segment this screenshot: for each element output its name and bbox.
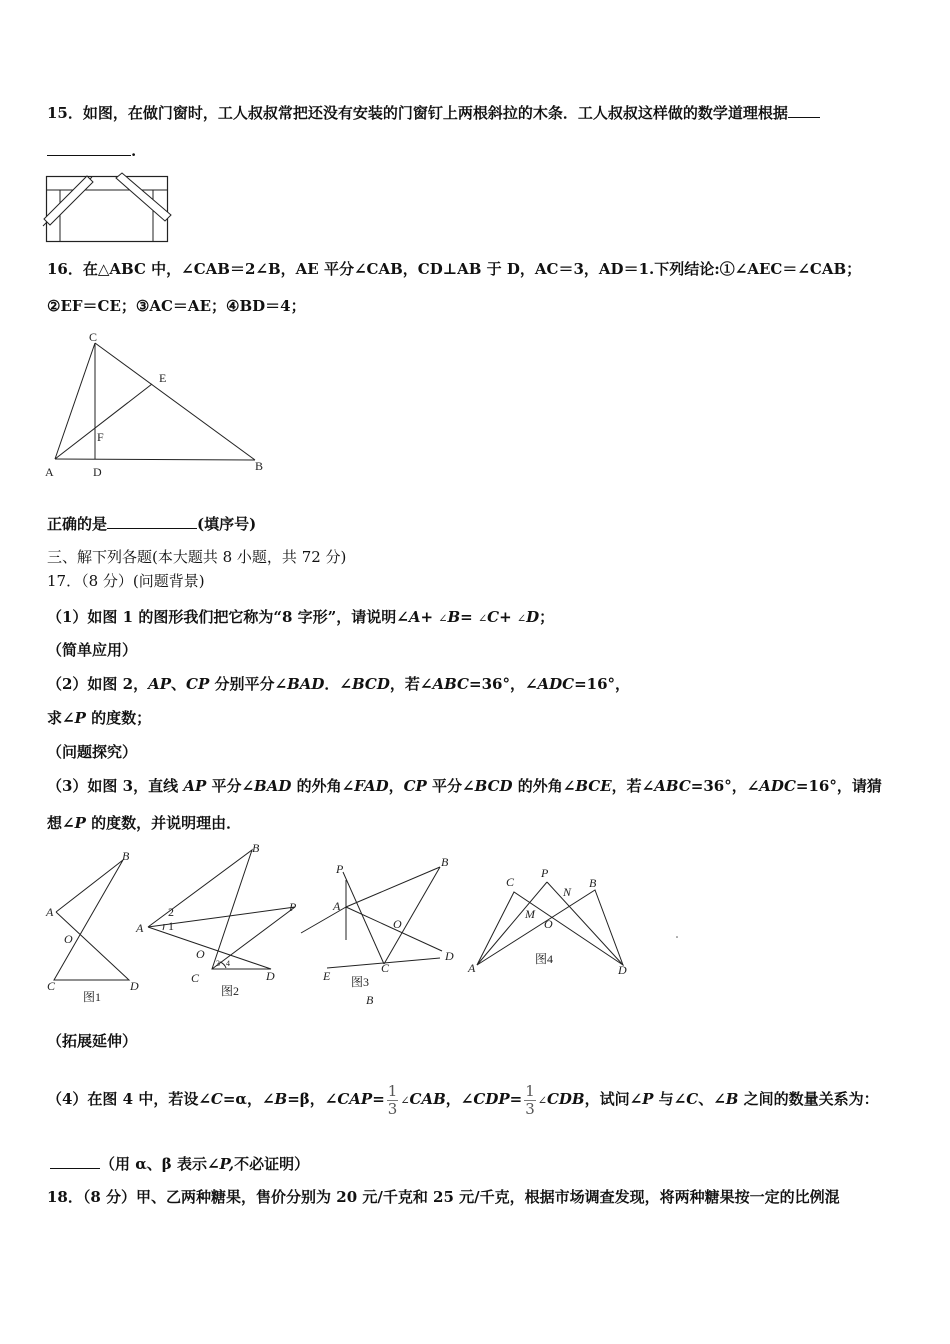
f1-O: O xyxy=(64,932,73,946)
f4-M: M xyxy=(525,907,535,921)
q15-window-figure xyxy=(46,175,169,243)
label-D: D xyxy=(93,465,102,479)
q15-line2: . xyxy=(47,140,136,161)
section-3-heading: 三、解下列各题(本大题共 8 小题，共 72 分) xyxy=(47,548,347,566)
f1-A: A xyxy=(46,905,54,919)
f1-D: D xyxy=(130,979,139,993)
fraction-one-third-2: $\frac{1}{3}$ xyxy=(525,1081,535,1118)
q16-line2: ②EF＝CE；③AC＝AE；④BD＝4； xyxy=(47,297,306,315)
f1-caption: 图1 xyxy=(83,990,102,1004)
label-A: A xyxy=(45,465,54,479)
f2-caption: 图2 xyxy=(221,984,240,998)
f3-stray-B: B xyxy=(366,993,374,1007)
f3-O: O xyxy=(393,917,402,931)
f3-A: A xyxy=(333,899,341,913)
q17-figures xyxy=(40,840,690,1010)
f2-angle-3: 3 xyxy=(216,959,220,968)
f4-O: O xyxy=(544,917,553,931)
q17-part1: （1）如图 1 的图形我们把它称为“8 字形”，请说明∠A+ ∠B= ∠C+ ∠D； xyxy=(47,608,555,626)
f3-C: C xyxy=(381,961,390,975)
q17-head: 17．（8 分）(问题背景) xyxy=(47,572,205,590)
q17-blank[interactable] xyxy=(50,1153,100,1169)
q17-part3: （3）如图 3，直线 AP 平分∠BAD 的外角∠FAD，CP 平分∠BCD 的外角∠BCE，若∠ABC=36°，∠ADC=16°，请猜 xyxy=(47,777,882,795)
label-B: B xyxy=(255,459,264,473)
f4-caption: 图4 xyxy=(535,952,554,966)
f1-C: C xyxy=(47,979,56,993)
label-C: C xyxy=(89,330,98,344)
f4-D: D xyxy=(618,963,627,977)
f2-O: O xyxy=(196,947,205,961)
f3-B: B xyxy=(441,855,449,869)
q17-part4: （4）在图 4 中，若设∠C=α，∠B=β，∠CAP= $\frac{1}{3}$ ∠CAB，∠CDP= $\frac{1}{3}$ ∠CDB，试问∠P 与∠C、∠B 之间的数量关系为： xyxy=(47,1081,879,1118)
q17-part2b: 求∠P 的度数； xyxy=(47,709,152,727)
f1-B: B xyxy=(122,849,130,863)
f2-D: D xyxy=(266,969,275,983)
f2-B: B xyxy=(252,841,260,855)
q15-line1: 15．如图，在做门窗时，工人叔叔常把还没有安装的门窗钉上两根斜拉的木条．工人叔叔这样做的数学道理根据 xyxy=(47,102,820,123)
f2-angle-1: 1 xyxy=(168,919,174,933)
q16-blank[interactable] xyxy=(107,513,197,529)
f3-caption: 图3 xyxy=(351,975,370,989)
label-F: F xyxy=(97,430,104,444)
f4-C: C xyxy=(506,875,515,889)
q17-simple-heading: （简单应用） xyxy=(47,641,138,659)
f4-B: B xyxy=(589,876,597,890)
q15-blank-2[interactable] xyxy=(47,140,131,156)
q16-triangle-figure xyxy=(40,328,270,478)
q16-answer-line: 正确的是 (填序号) xyxy=(47,515,257,533)
f3-D: D xyxy=(445,949,454,963)
q18-line1: 18．（8 分）甲、乙两种糖果，售价分别为 20 元/千克和 25 元/千克，根据市场调查发现，将两种糖果按一定的比例混 xyxy=(47,1188,840,1206)
f2-P: P xyxy=(289,900,297,914)
q15-blank-1[interactable] xyxy=(788,102,820,118)
f3-P: P xyxy=(336,862,344,876)
q17-explore-heading: （问题探究） xyxy=(47,743,138,761)
f4-N: N xyxy=(563,885,572,899)
fraction-one-third-1: $\frac{1}{3}$ xyxy=(387,1081,398,1118)
f4-P: P xyxy=(541,866,549,880)
f2-C: C xyxy=(191,971,200,985)
q16-line1: 16．在△ABC 中，∠CAB＝2∠B，AE 平分∠CAB，CD⊥AB 于 D，AC＝3，AD＝1.下列结论:①∠AEC＝∠CAB； xyxy=(47,260,862,278)
label-E: E xyxy=(159,371,167,385)
q17-part2: （2）如图 2，AP、CP 分别平分∠BAD．∠BCD，若∠ABC=36°，∠ADC=16°， xyxy=(47,675,631,693)
q17-extend-heading: （拓展延伸） xyxy=(47,1032,138,1050)
f2-angle-4: 4 xyxy=(226,959,230,968)
f3-E: E xyxy=(323,969,331,983)
q17-part3b: 想∠P 的度数，并说明理由． xyxy=(47,814,242,832)
q17-part4b: （用 α、β 表示∠P,不必证明） xyxy=(50,1153,309,1174)
f2-A: A xyxy=(136,921,144,935)
f4-A: A xyxy=(468,961,476,975)
f2-angle-2: 2 xyxy=(168,905,174,919)
